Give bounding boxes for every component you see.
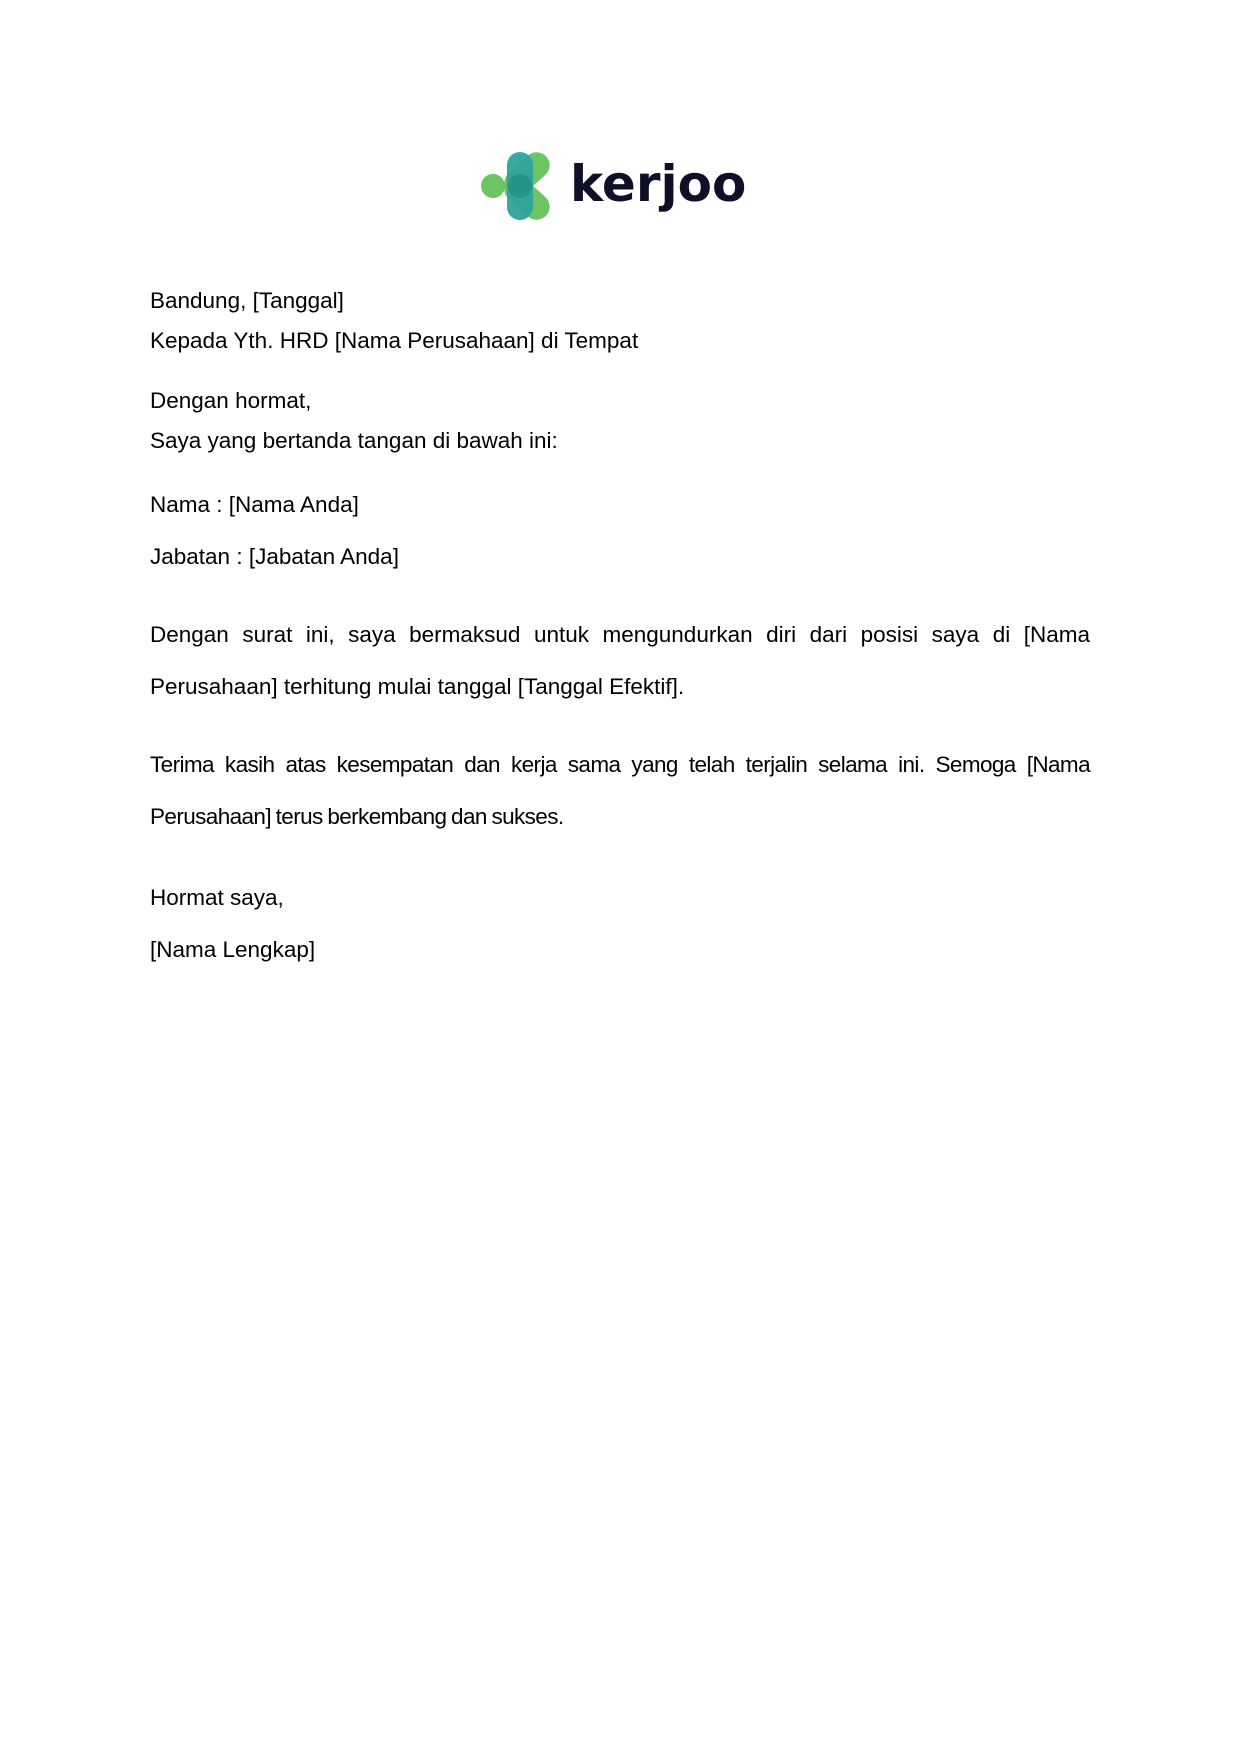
kerjoo-logo (480, 150, 746, 222)
body-paragraph-2: Terima kasih atas kesempatan dan kerja sama yang telah terjalin selama ini. Semoga [Nama Perusahaan] terus berkembang dan sukses. (150, 752, 1090, 829)
field-jabatan: Jabatan : [Jabatan Anda] (150, 544, 399, 569)
place-date: Bandung, [Tanggal] (150, 288, 344, 313)
kerjoo-wordmark: kerjoo (570, 155, 747, 213)
intro-line: Saya yang bertanda tangan di bawah ini: (150, 428, 558, 453)
recipient: Kepada Yth. HRD [Nama Perusahaan] di Tempat (150, 328, 639, 353)
kerjoo-logo-mark-icon (480, 150, 562, 222)
salutation: Dengan hormat, (150, 388, 312, 413)
closing: Hormat saya, (150, 885, 284, 910)
field-nama: Nama : [Nama Anda] (150, 492, 359, 517)
signature-name: [Nama Lengkap] (150, 937, 316, 962)
body-paragraph-1: Dengan surat ini, saya bermaksud untuk mengundurkan diri dari posisi saya di [Nama Perusahaan] terhitung mulai tanggal [Tanggal Efektif]. (150, 622, 1090, 699)
